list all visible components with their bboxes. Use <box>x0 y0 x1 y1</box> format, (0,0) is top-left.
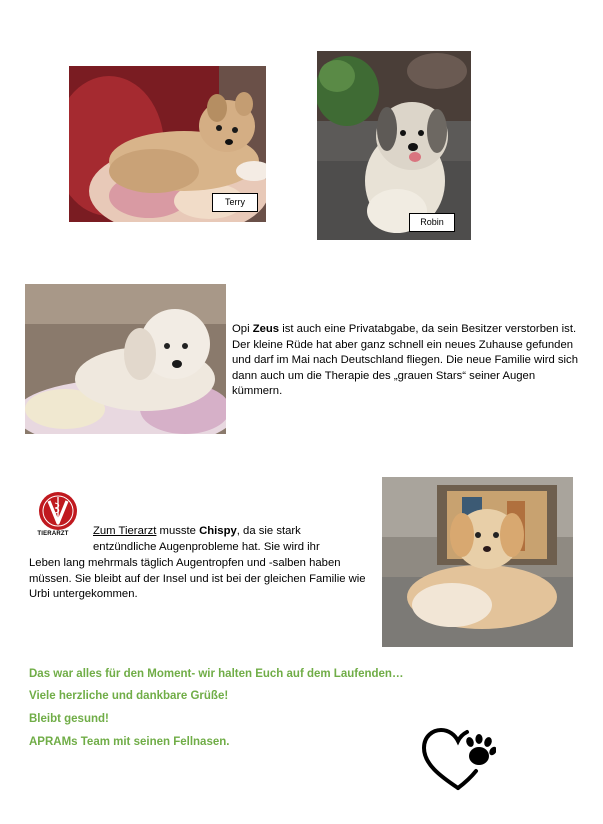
robin-caption: Robin <box>409 213 455 232</box>
chispy-line-2: entzündliche Augenprobleme hat. Sie wird ihr <box>93 541 320 553</box>
chispy-rest: Leben lang mehrmals täglich Augentropfen und -salben haben müssen. Sie bleibt auf der Insel und ist bei der gleichen Familie wie Urbi untergekommen. <box>29 557 366 601</box>
closing-line-2: Viele herzliche und dankbare Grüße! <box>29 690 229 702</box>
vet-logo-icon <box>38 491 78 531</box>
robin-photo <box>317 51 471 240</box>
vet-link[interactable]: Zum Tierarzt <box>93 525 157 537</box>
closing-line-4: APRAMs Team mit seinen Fellnasen. <box>29 736 230 748</box>
zeus-photo <box>25 284 226 434</box>
closing-line-3: Bleibt gesund! <box>29 713 109 725</box>
chispy-line1-rest: , da sie stark <box>236 525 301 537</box>
closing-line-1: Das war alles für den Moment- wir halten Euch auf dem Laufenden… <box>29 668 404 680</box>
chispy-mid: musste <box>156 525 200 537</box>
chispy-name: Chispy <box>199 525 237 537</box>
zeus-paragraph <box>232 322 584 400</box>
zeus-text-pre: Opi <box>232 323 253 335</box>
zeus-text: ist auch eine Privatabgabe, da sein Besitzer verstorben ist. Der kleine Rüde hat aber ganz schnell ein neues Zuhause gefunden und darf im Mai nach Deutschland fliegen. Die neue Familie wird sich dann auch um die Therapie des „grauen Stars“ seiner Augen kümmern. <box>232 323 578 398</box>
heart-paw-icon <box>420 726 496 792</box>
vet-logo-label: TIERARZT <box>37 531 69 537</box>
chispy-photo <box>382 477 573 647</box>
zeus-name: Zeus <box>252 323 280 335</box>
chispy-line-1 <box>93 524 383 540</box>
terry-caption: Terry <box>212 193 258 212</box>
